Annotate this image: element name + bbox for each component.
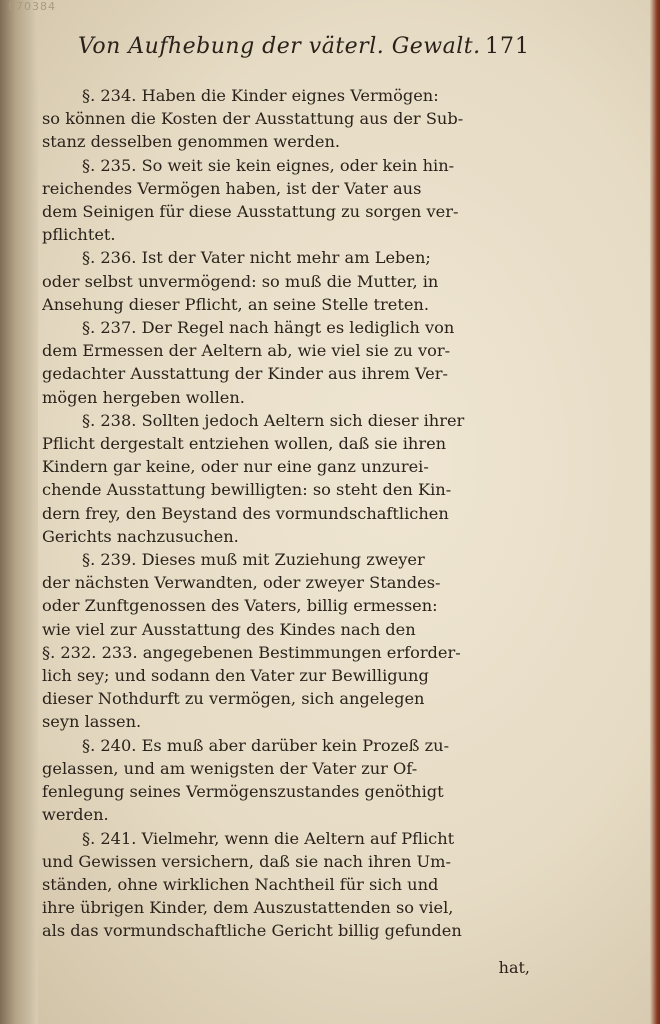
paragraph bbox=[42, 246, 524, 316]
text-line: mögen hergeben wollen. bbox=[42, 387, 245, 407]
library-stamp: 870384 bbox=[8, 0, 56, 13]
text-line: Kindern gar keine, oder nur eine ganz unzurei- bbox=[42, 457, 429, 477]
text-line: dem Seinigen für diese Ausstattung zu sorgen ver- bbox=[42, 202, 459, 222]
text-line: so können die Kosten der Ausstattung aus der Sub- bbox=[42, 109, 464, 129]
paragraph bbox=[42, 548, 524, 734]
paragraph bbox=[42, 154, 524, 247]
running-header bbox=[78, 34, 530, 68]
text-line: fenlegung seines Vermögenszustandes genöthigt bbox=[42, 782, 444, 802]
text-line: chende Ausstattung bewilligten: so steht den Kin- bbox=[42, 480, 452, 500]
page-number: 171 bbox=[485, 34, 530, 59]
text-line: §. 240. Es muß aber darüber kein Prozeß zu- bbox=[82, 735, 450, 755]
text-line: §. 239. Dieses muß mit Zuziehung zweyer bbox=[82, 550, 425, 570]
text-line: pflichtet. bbox=[42, 225, 116, 245]
text-line: dern frey, den Beystand des vormundschaftlichen bbox=[42, 503, 449, 523]
text-line: Ansehung dieser Pflicht, an seine Stelle treten. bbox=[42, 294, 429, 314]
text-line: gedachter Ausstattung der Kinder aus ihrem Ver- bbox=[42, 364, 448, 384]
text-line: §. 238. Sollten jedoch Aeltern sich dieser ihrer bbox=[82, 410, 465, 430]
text-line: §. 235. So weit sie kein eignes, oder kein hin- bbox=[82, 155, 455, 175]
text-line: werden. bbox=[42, 805, 109, 825]
running-title: Von Aufhebung der väterl. Gewalt. bbox=[78, 34, 481, 59]
text-line: oder Zunftgenossen des Vaters, billig ermessen: bbox=[42, 596, 438, 616]
text-line: gelassen, und am wenigsten der Vater zur Of- bbox=[42, 758, 418, 778]
paragraph bbox=[42, 734, 524, 827]
text-line: §. 236. Ist der Vater nicht mehr am Leben; bbox=[82, 248, 431, 268]
text-line: §. 241. Vielmehr, wenn die Aeltern auf Pflicht bbox=[82, 828, 455, 848]
text-line: lich sey; und sodann den Vater zur Bewilligung bbox=[42, 666, 429, 686]
paragraph bbox=[42, 84, 524, 154]
text-line: reichendes Vermögen haben, ist der Vater aus bbox=[42, 178, 422, 198]
text-line: §. 234. Haben die Kinder eignes Vermögen: bbox=[82, 86, 439, 105]
text-line: §. 237. Der Regel nach hängt es lediglich von bbox=[82, 318, 455, 338]
catchword: hat, bbox=[498, 958, 530, 977]
paragraph bbox=[42, 316, 524, 409]
text-line: Pflicht dergestalt entziehen wollen, daß sie ihren bbox=[42, 434, 447, 454]
text-line: ständen, ohne wirklichen Nachtheil für sich und bbox=[42, 874, 439, 894]
text-line: dem Ermessen der Aeltern ab, wie viel sie zu vor- bbox=[42, 341, 451, 361]
page-body bbox=[42, 84, 524, 943]
text-line: oder selbst unvermögend: so muß die Mutter, in bbox=[42, 271, 439, 291]
text-line: als das vormundschaftliche Gericht billig gefunden bbox=[42, 921, 462, 941]
text-line: §. 232. 233. angegebenen Bestimmungen erforder- bbox=[42, 642, 461, 662]
text-line: der nächsten Verwandten, oder zweyer Standes- bbox=[42, 573, 441, 593]
text-line: ihre übrigen Kinder, dem Auszustattenden so viel, bbox=[42, 898, 454, 918]
text-line: und Gewissen versichern, daß sie nach ihren Um- bbox=[42, 851, 451, 871]
paragraph bbox=[42, 409, 524, 548]
page-edge bbox=[650, 0, 660, 1024]
text-line: stanz desselben genommen werden. bbox=[42, 132, 341, 152]
text-line: wie viel zur Ausstattung des Kindes nach den bbox=[42, 619, 416, 639]
paragraph bbox=[42, 827, 524, 943]
text-line: seyn lassen. bbox=[42, 712, 142, 732]
text-line: Gerichts nachzusuchen. bbox=[42, 526, 239, 546]
text-line: dieser Nothdurft zu vermögen, sich angelegen bbox=[42, 689, 425, 709]
page-binding-shadow bbox=[0, 0, 38, 1024]
